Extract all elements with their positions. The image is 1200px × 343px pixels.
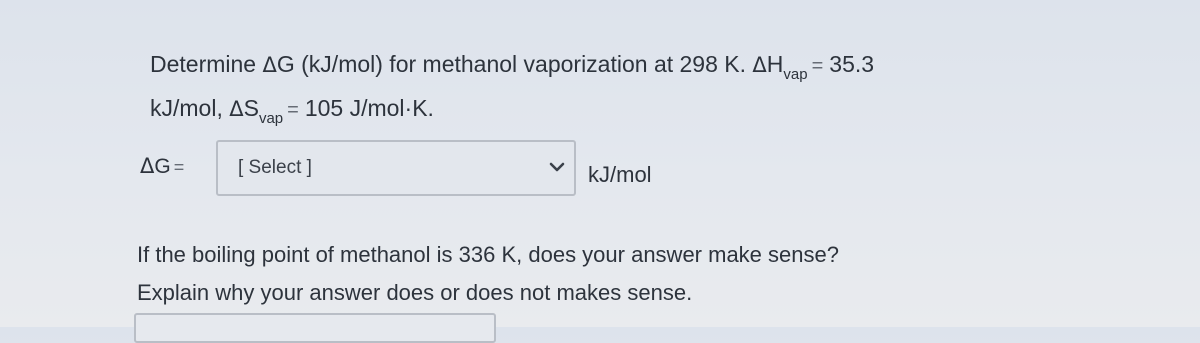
- chevron-down-icon: [548, 160, 566, 174]
- gibbs-symbol: G: [154, 155, 171, 178]
- delta-symbol: Δ: [752, 53, 767, 77]
- equals-sign: =: [173, 157, 185, 177]
- question-1-line-2: [150, 88, 1050, 132]
- question-2-line-1: If the boiling point of methanol is 336 K, does your answer make sense?: [137, 242, 839, 267]
- delta-symbol: Δ: [140, 154, 155, 178]
- essay-answer-textarea[interactable]: [134, 313, 496, 343]
- answer-unit-label: kJ/mol: [588, 162, 652, 187]
- answer-select-dropdown[interactable]: [216, 140, 576, 196]
- select-placeholder: [ Select ]: [238, 157, 312, 178]
- q1-text-g: G (kJ/mol) for methanol vaporization at 298 K.: [276, 51, 753, 77]
- enthalpy-symbol: H: [766, 51, 784, 77]
- delta-symbol: Δ: [262, 53, 277, 77]
- entropy-symbol: S: [243, 95, 259, 121]
- question-1-line-1: [150, 44, 1050, 88]
- question-2-line-2: Explain why your answer does or does not makes sense.: [137, 280, 693, 305]
- q1-text-start: Determine: [150, 51, 263, 77]
- equals-sign: =: [811, 55, 824, 77]
- delta-g-label: [140, 154, 190, 179]
- vap-subscript: vap: [783, 66, 808, 83]
- vap-subscript: vap: [258, 110, 284, 127]
- question-1-text: [150, 44, 1050, 132]
- enthalpy-unit: kJ/mol,: [150, 95, 230, 121]
- entropy-value: 105 J/mol·K.: [304, 95, 434, 121]
- delta-symbol: Δ: [229, 97, 244, 121]
- equals-sign: =: [287, 99, 299, 121]
- question-2-text: [137, 236, 1037, 312]
- enthalpy-value: 35.3: [829, 51, 875, 77]
